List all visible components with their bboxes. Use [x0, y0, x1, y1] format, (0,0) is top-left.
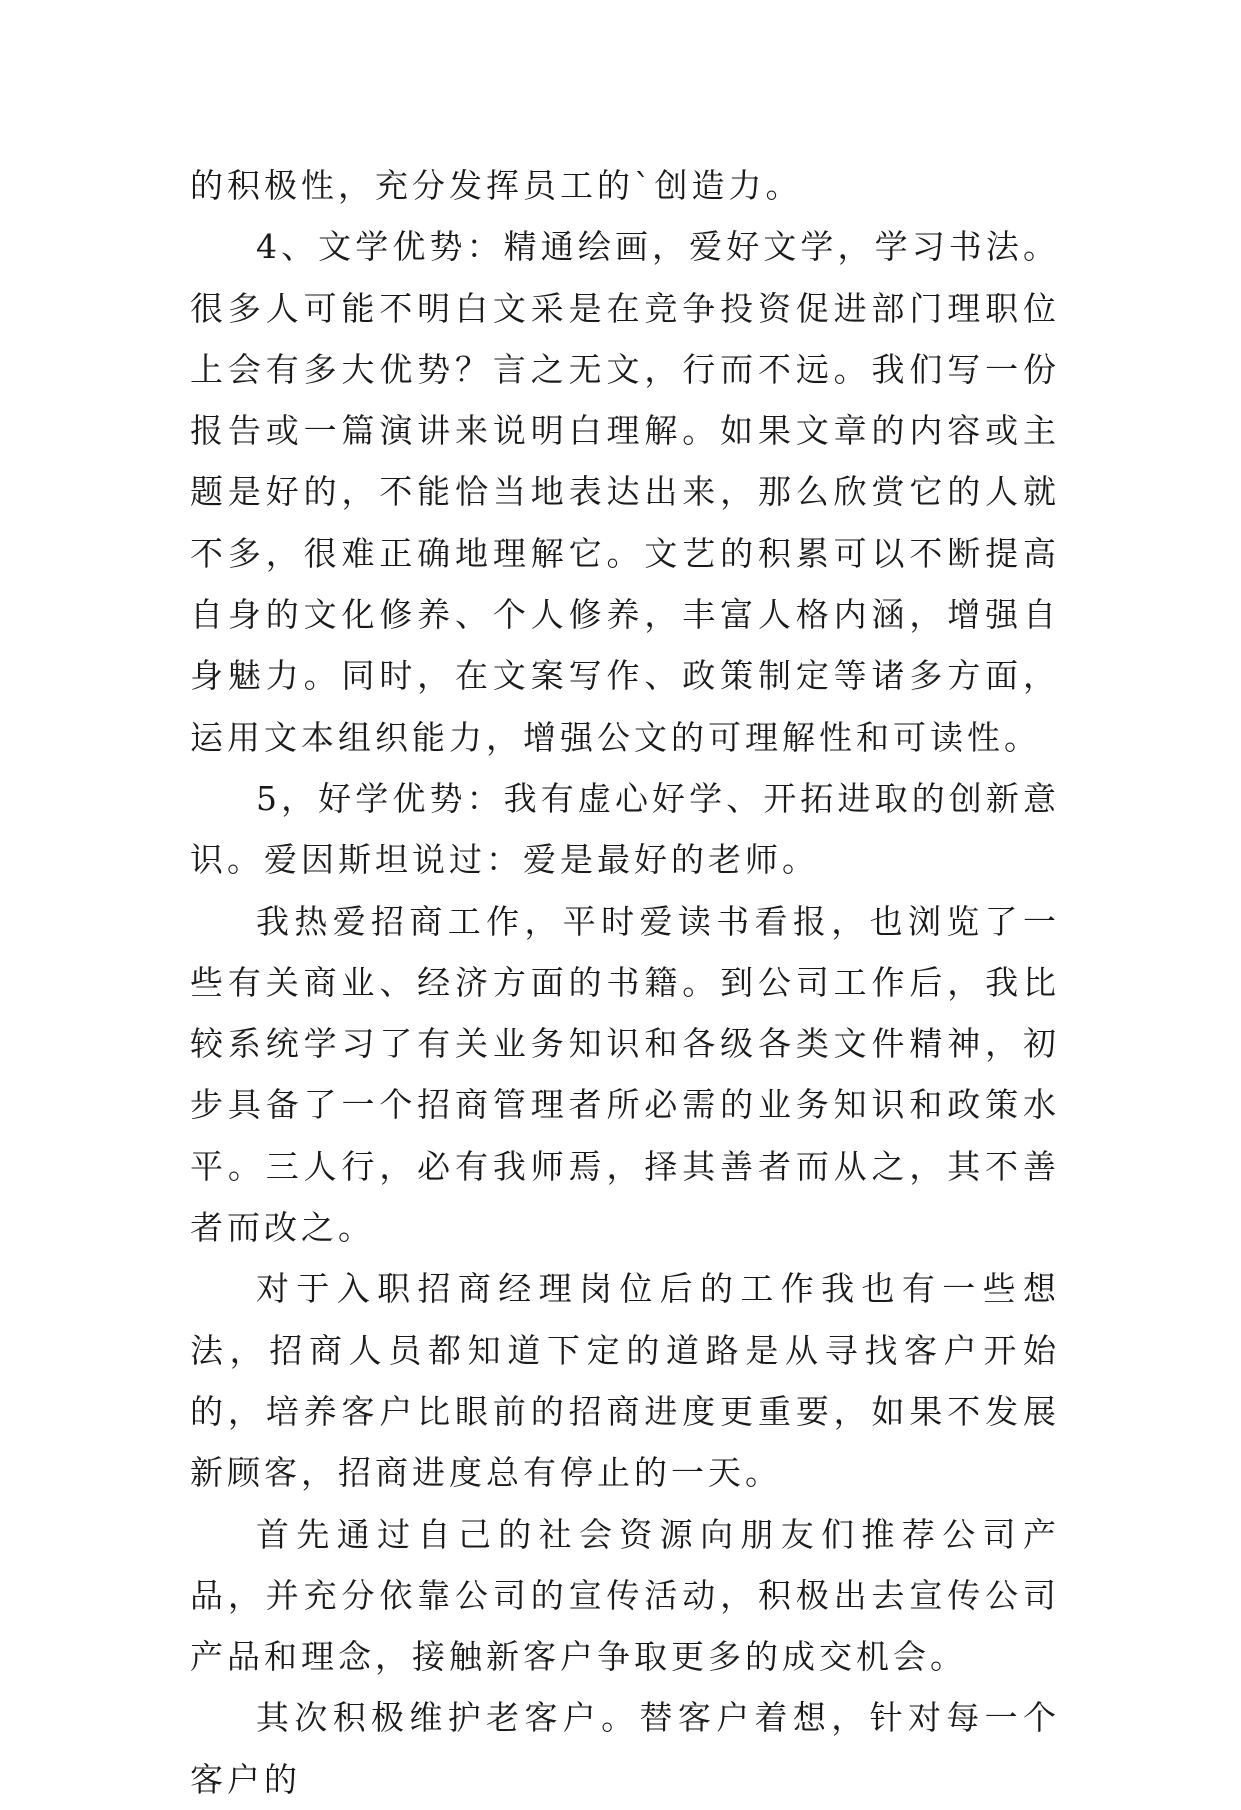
paragraph-2: 4、文学优势：精通绘画，爱好文学，学习书法。很多人可能不明白文采是在竞争投资促进部门理职位上会有多大优势？言之无文，行而不远。我们写一份报告或一篇演讲来说明白理解。如果文章的内容或主题是好的，不能恰当地表达出来，那么欣赏它的人就不多，很难正确地理解它。文艺的积累可以不断提高自身的文化修养、个人修养，丰富人格内涵，增强自身魅力。同时，在文案写作、政策制定等诸多方面，运用文本组织能力，增强公文的可理解性和可读性。 — [190, 227, 1060, 757]
paragraph-5: 对于入职招商经理岗位后的工作我也有一些想法，招商人员都知道下定的道路是从寻找客户开始的，培养客户比眼前的招商进度更重要，如果不发展新顾客，招商进度总有停止的一天。 — [190, 1269, 1060, 1493]
paragraph-6: 首先通过自己的社会资源向朋友们推荐公司产品，并充分依靠公司的宣传活动，积极出去宣传公司产品和理念，接触新客户争取更多的成交机会。 — [190, 1514, 1060, 1677]
paragraph-1: 的积极性，充分发挥员工的`创造力。 — [190, 166, 803, 205]
paragraph-4: 我热爱招商工作，平时爱读书看报，也浏览了一些有关商业、经济方面的书籍。到公司工作后，我比较系统学习了有关业务知识和各级各类文件精神，初步具备了一个招商管理者所必需的业务知识和政策水平。三人行，必有我师焉，择其善者而从之，其不善者而改之。 — [190, 901, 1060, 1248]
paragraph-3: 5，好学优势：我有虚心好学、开拓进取的创新意识。爱因斯坦说过：爱是最好的老师。 — [190, 778, 1060, 880]
paragraph-7: 其次积极维护老客户。替客户着想，针对每一个客户的 — [190, 1698, 1060, 1799]
document-body — [190, 155, 1060, 1810]
